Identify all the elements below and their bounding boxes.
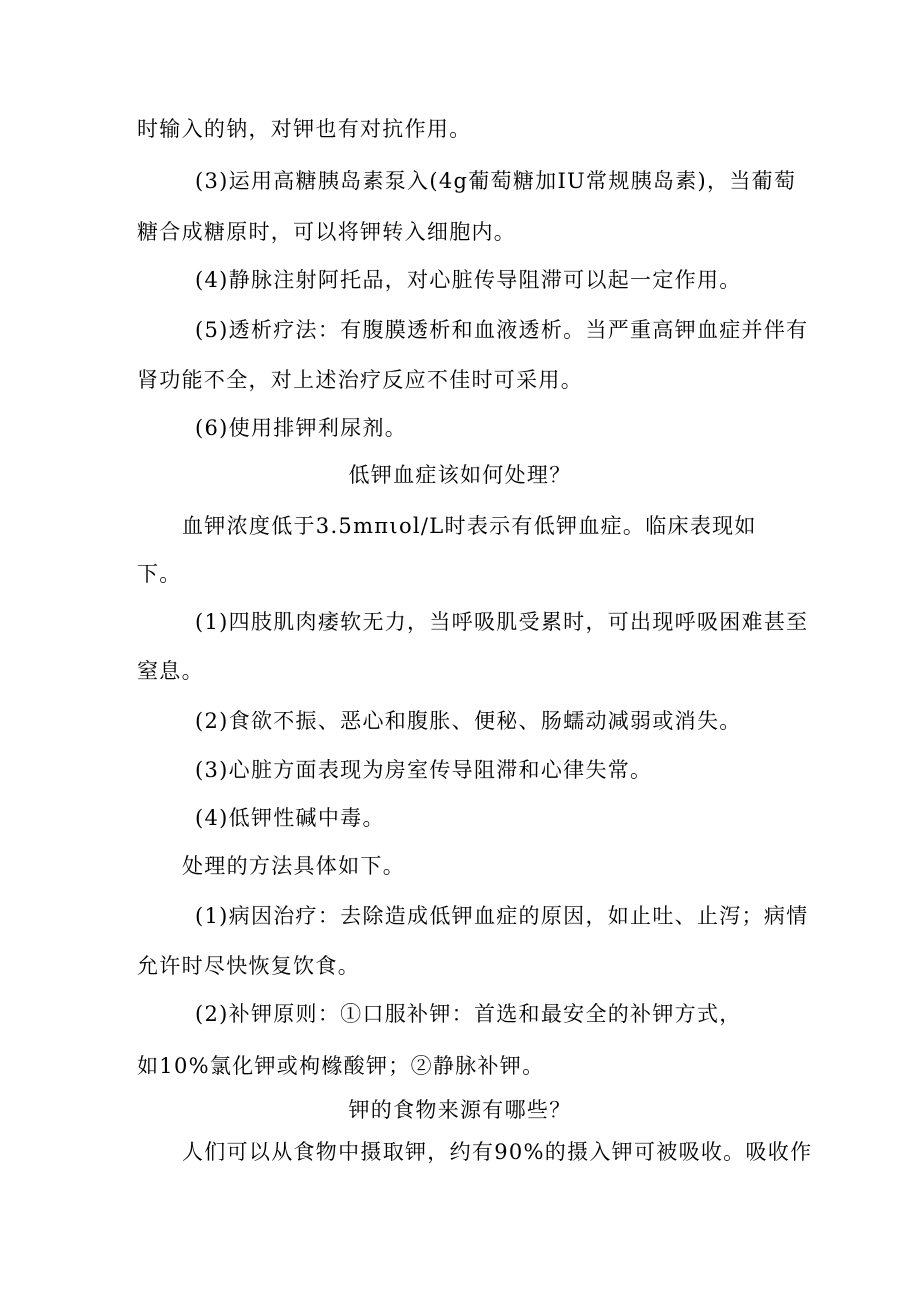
text-line: 允许时尽快恢复饮食。 xyxy=(137,954,360,978)
text-line: (1)四肢肌肉痿软无力，当呼吸肌受累时，可出现呼吸困难甚至 xyxy=(195,610,809,634)
text-line: (6)使用排钾利尿剂。 xyxy=(195,416,408,440)
section-heading: 低钾血症该如何处理？ xyxy=(348,463,572,487)
text-line: 处理的方法具体如下。 xyxy=(182,854,405,878)
text-line: 肾功能不全，对上述治疗反应不佳时可采用。 xyxy=(137,368,583,392)
text-line: 糖合成糖原时，可以将钾转入细胞内。 xyxy=(137,220,517,244)
section-heading: 钾的食物来源有哪些？ xyxy=(348,1098,572,1122)
text-line: 人们可以从食物中摄取钾，约有90%的摄入钾可被吸收。吸收作 xyxy=(182,1140,813,1164)
text-line: (4)低钾性碱中毒。 xyxy=(195,806,385,830)
text-line: (2)补钾原则：①口服补钾：首选和最安全的补钾方式， xyxy=(195,1002,742,1026)
text-line: (3)运用高糖胰岛素泵入(4g葡萄糖加IU常规胰岛素)，当葡萄 xyxy=(195,169,797,193)
text-line: (4)静脉注射阿托品，对心脏传导阻滞可以起一定作用。 xyxy=(195,268,742,292)
text-line: 如10%氯化钾或枸橼酸钾；②静脉补钾。 xyxy=(137,1054,545,1078)
text-line: 下。 xyxy=(137,562,182,586)
text-line: 血钾浓度低于3.5mπιol/L时表示有低钾血症。临床表现如 xyxy=(182,514,757,538)
text-line: 时输入的钠，对钾也有对抗作用。 xyxy=(137,117,472,141)
text-line: 窒息。 xyxy=(137,659,204,683)
text-line: (3)心脏方面表现为房室传导阻滞和心律失常。 xyxy=(195,758,653,782)
text-line: (1)病因治疗：去除造成低钾血症的原因，如止吐、止泻；病情 xyxy=(195,904,809,928)
text-line: (5)透析疗法：有腹膜透析和血液透析。当严重高钾血症并伴有 xyxy=(195,318,809,342)
text-line: (2)食欲不振、恶心和腹胀、便秘、肠蠕动减弱或消失。 xyxy=(195,709,742,733)
